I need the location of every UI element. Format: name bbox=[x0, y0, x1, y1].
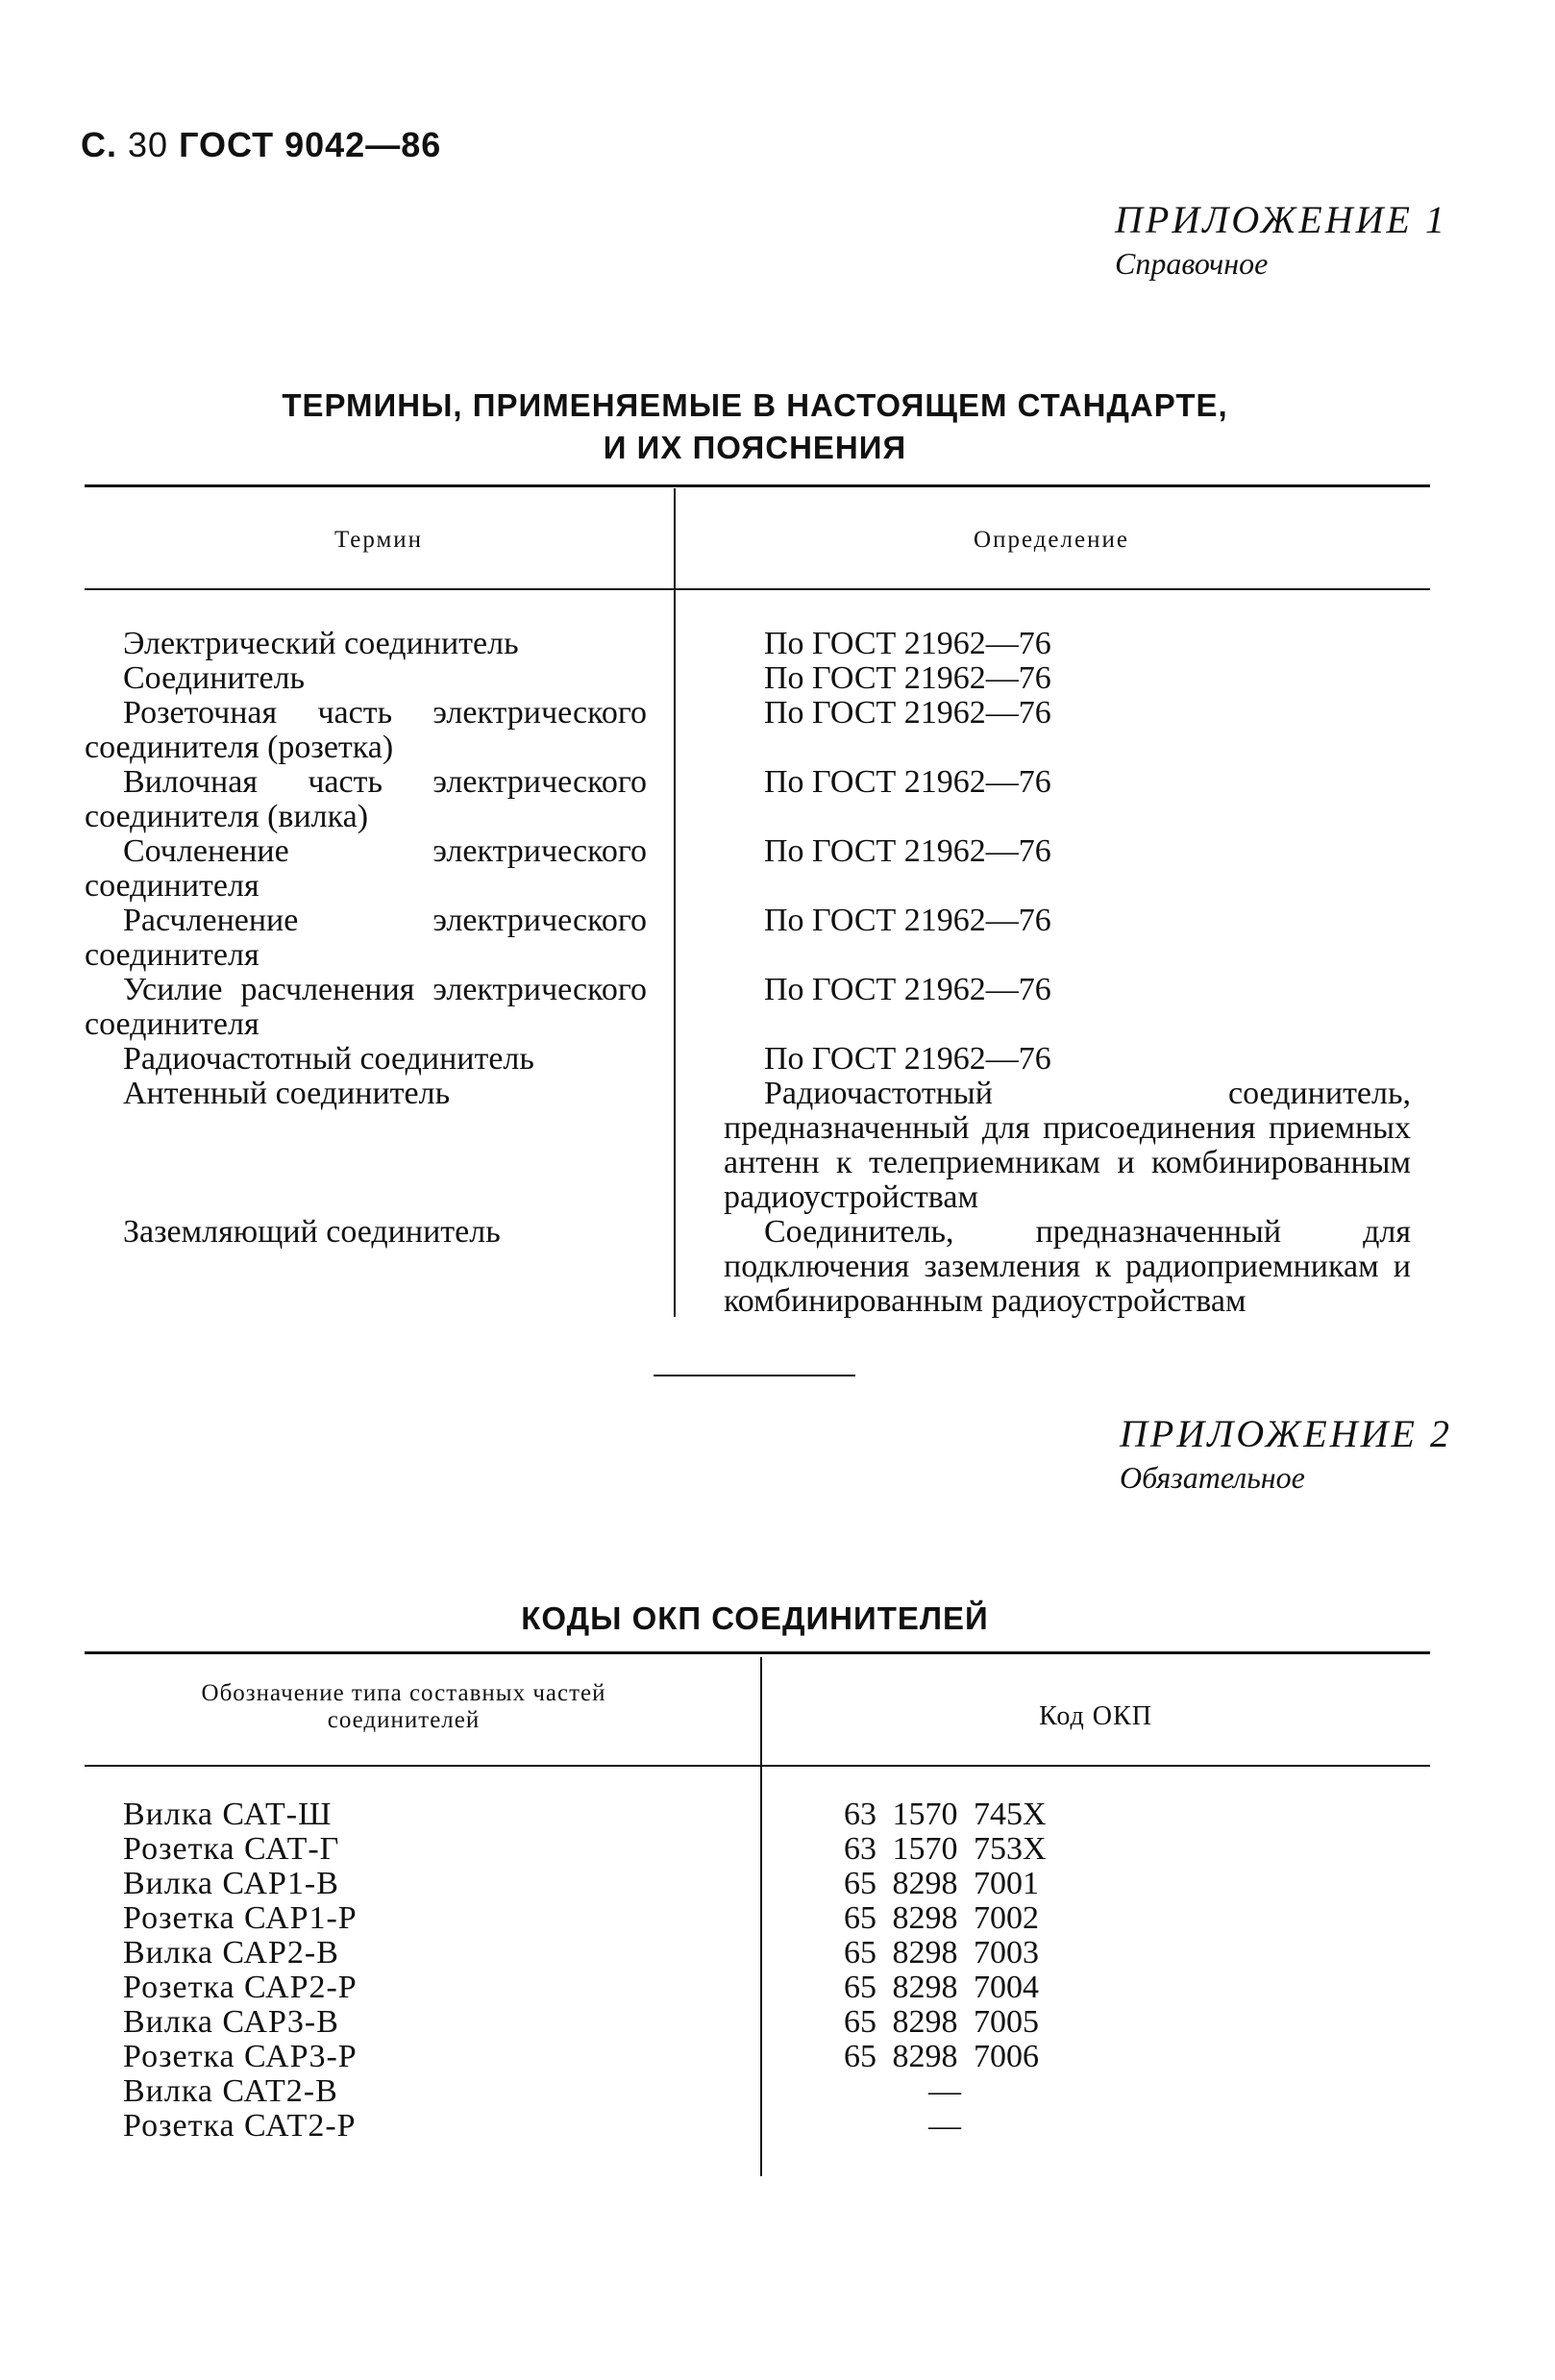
code-cell: 63 1570 753Х bbox=[844, 1831, 1047, 1867]
terms-table bbox=[85, 627, 1430, 1319]
table-row bbox=[85, 627, 1430, 661]
code-cell: 65 8298 7005 bbox=[844, 2004, 1039, 2040]
term-cell: Соединитель bbox=[123, 660, 306, 696]
appendix-1-label bbox=[1115, 197, 1447, 282]
definition-cell: По ГОСТ 21962—76 bbox=[764, 903, 1051, 938]
table-row bbox=[123, 1797, 1430, 1832]
table-row bbox=[85, 1215, 1430, 1319]
table-row bbox=[123, 2005, 1430, 2040]
table-row bbox=[85, 765, 1430, 834]
table-row bbox=[123, 1901, 1430, 1936]
table-row bbox=[85, 973, 1430, 1042]
definition-cell: По ГОСТ 21962—76 bbox=[764, 1041, 1051, 1077]
appendix-2-label bbox=[1120, 1411, 1452, 1496]
table-row bbox=[123, 1936, 1430, 1971]
type-cell: Вилка САТ2-В bbox=[123, 2073, 338, 2109]
table-row bbox=[123, 1971, 1430, 2005]
code-cell: — bbox=[928, 2108, 961, 2144]
definition-cell: По ГОСТ 21962—76 bbox=[764, 764, 1051, 800]
standard-number: ГОСТ 9042—86 bbox=[179, 125, 442, 164]
table-1-top-rule bbox=[85, 484, 1430, 487]
table-row bbox=[85, 1077, 1430, 1215]
table-row bbox=[85, 661, 1430, 696]
table-2-header-rule bbox=[85, 1765, 1430, 1767]
page-number: 30 bbox=[128, 125, 169, 164]
definition-cell: Соединитель, предназначенный для подключения заземления к радиоприемникам и комбинированным радиоустройствам bbox=[724, 1214, 1411, 1319]
term-cell: Розеточная часть электрического соединителя (розетка) bbox=[85, 695, 647, 765]
term-cell: Антенный соединитель bbox=[123, 1076, 451, 1111]
term-cell: Сочленение электрического соединителя bbox=[85, 833, 647, 904]
section-1-title-line-2: И ИХ ПОЯСНЕНИЯ bbox=[603, 430, 907, 465]
appendix-1-number: ПРИЛОЖЕНИЕ 1 bbox=[1115, 198, 1447, 241]
table-2-top-rule bbox=[85, 1651, 1430, 1654]
appendix-separator-rule bbox=[654, 1375, 855, 1376]
term-cell: Заземляющий соединитель bbox=[123, 1214, 501, 1250]
appendix-2-kind: Обязательное bbox=[1120, 1460, 1305, 1495]
definition-cell: По ГОСТ 21962—76 bbox=[764, 972, 1051, 1007]
term-cell: Электрический соединитель bbox=[123, 626, 519, 661]
type-cell: Розетка САР2-Р bbox=[123, 1970, 358, 2005]
type-cell: Розетка САР1-Р bbox=[123, 1900, 358, 1936]
type-cell: Вилка САР3-В bbox=[123, 2004, 339, 2040]
definition-cell: По ГОСТ 21962—76 bbox=[764, 626, 1051, 661]
table-row bbox=[123, 1867, 1430, 1901]
table-1-header-definition: Определение bbox=[974, 527, 1129, 553]
appendix-2-number: ПРИЛОЖЕНИЕ 2 bbox=[1120, 1412, 1452, 1455]
table-row bbox=[123, 2074, 1430, 2109]
term-cell: Расчленение электрического соединителя bbox=[85, 903, 647, 973]
definition-cell: Радиочастотный соединитель, предназначенный для присоединения приемных антенн к телеприемникам и комбинированным радиоустройствам bbox=[724, 1076, 1411, 1215]
table-2-header-code: Код ОКП bbox=[1039, 1701, 1152, 1731]
table-row bbox=[123, 2040, 1430, 2074]
section-1-title-line-1: ТЕРМИНЫ, ПРИМЕНЯЕМЫЕ В НАСТОЯЩЕМ СТАНДАРТЕ, bbox=[282, 387, 1228, 423]
table-1-header-rule bbox=[85, 588, 1430, 590]
code-cell: — bbox=[928, 2073, 961, 2109]
type-cell: Розетка САТ-Г bbox=[123, 1831, 340, 1867]
type-cell: Розетка САТ2-Р bbox=[123, 2108, 357, 2144]
code-cell: 65 8298 7006 bbox=[844, 2039, 1039, 2074]
table-row bbox=[123, 2109, 1430, 2144]
table-row bbox=[85, 1042, 1430, 1077]
okp-codes-table bbox=[123, 1797, 1430, 2144]
code-cell: 65 8298 7001 bbox=[844, 1866, 1039, 1901]
page-header bbox=[81, 125, 441, 165]
table-row bbox=[85, 696, 1430, 765]
type-cell: Вилка САР2-В bbox=[123, 1935, 339, 1971]
appendix-1-kind: Справочное bbox=[1115, 246, 1269, 281]
section-1-title bbox=[85, 384, 1425, 469]
section-2-title: КОДЫ ОКП СОЕДИНИТЕЛЕЙ bbox=[521, 1600, 989, 1636]
term-cell: Радиочастотный соединитель bbox=[123, 1041, 534, 1077]
code-cell: 63 1570 745Х bbox=[844, 1797, 1047, 1832]
definition-cell: По ГОСТ 21962—76 bbox=[764, 833, 1051, 869]
term-cell: Вилочная часть электрического соединителя (вилка) bbox=[85, 764, 647, 834]
type-cell: Вилка САТ-Ш bbox=[123, 1797, 333, 1832]
table-1-header-term: Термин bbox=[333, 527, 424, 553]
definition-cell: По ГОСТ 21962—76 bbox=[764, 660, 1051, 696]
table-row bbox=[123, 1832, 1430, 1867]
code-cell: 65 8298 7002 bbox=[844, 1900, 1039, 1936]
definition-cell: По ГОСТ 21962—76 bbox=[764, 695, 1051, 731]
type-cell: Розетка САР3-Р bbox=[123, 2039, 358, 2074]
table-row bbox=[85, 834, 1430, 904]
term-cell: Усилие расчленения электрического соединителя bbox=[85, 972, 647, 1042]
code-cell: 65 8298 7003 bbox=[844, 1935, 1039, 1971]
type-cell: Вилка САР1-В bbox=[123, 1866, 339, 1901]
table-2-header-type: Обозначение типа составных частей соединителей bbox=[201, 1680, 606, 1733]
table-row bbox=[85, 904, 1430, 973]
code-cell: 65 8298 7004 bbox=[844, 1970, 1039, 2005]
page-prefix: С. bbox=[81, 125, 117, 164]
